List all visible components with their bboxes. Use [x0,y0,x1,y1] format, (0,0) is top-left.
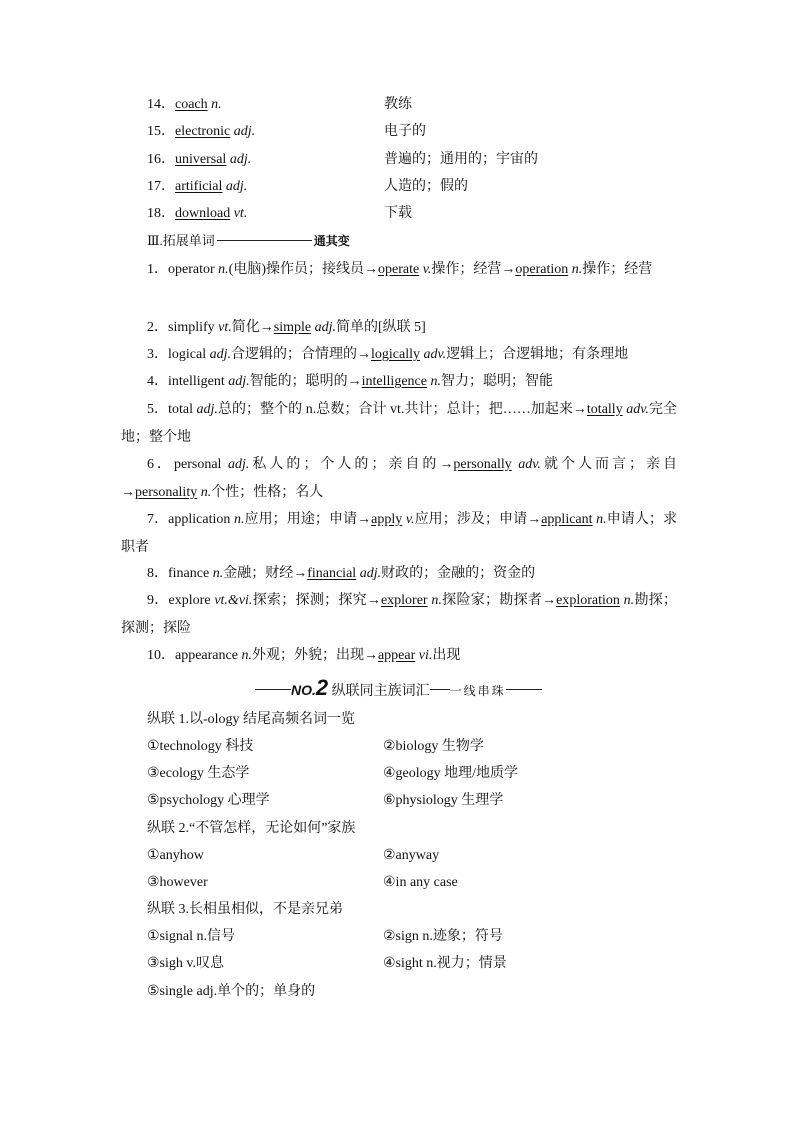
group-item: ⑤single adj.单个的；单身的 [147,984,316,999]
group-item: ①signal n.信号 [147,929,235,944]
expand-pos: n. [427,593,442,608]
expand-entry [121,256,677,284]
group-item: ③sigh v.叹息 [147,956,224,971]
expand-text: 探索；探测；探究→ [252,593,381,608]
banner-no: NO.2 [291,675,329,700]
expand-text: 1．operator [147,262,219,277]
vocab-pos: adj. [225,179,248,194]
expand-text: 简化→ [231,320,274,335]
banner-sub: 一线串珠 [449,684,506,698]
section-banner [255,676,567,700]
expand-text: 8．finance [147,566,213,581]
expand-entry [121,587,677,642]
group-title: 纵联 1.以-ology 结尾高频名词一览 [147,712,356,727]
expand-derived-word: operate [377,262,420,277]
expand-derived-word: applicant [541,512,593,527]
expand-pos: adj. [311,320,337,335]
group-item: ⑤psychology 心理学 [147,793,270,808]
expand-derived-word: exploration [556,593,620,608]
group-item: ②biology 生物学 [383,739,484,754]
banner-line [255,689,291,690]
group-item: ③however [147,875,208,890]
expand-entry [121,341,677,369]
vocab-entry: 17．artificial adj. [147,179,248,194]
vocab-entry: 14．coach n. [147,97,222,112]
expand-text: 5．total [147,402,197,417]
group-item: ④geology 地理/地质学 [383,766,519,781]
group-item: ①anyhow [147,848,204,863]
vocab-word: coach [175,97,208,112]
expand-entry [121,506,677,561]
expand-text: 6．personal [147,457,228,472]
expand-pos: adj. [209,347,231,362]
expand-pos: vt.&vi. [214,593,253,608]
section-tail: 通其变 [313,234,350,248]
expand-text: 应用；用途；申请→ [244,512,372,527]
expand-derived-word: totally [586,402,623,417]
vocab-pos: n. [211,97,222,112]
expand-pos: v. [419,262,432,277]
expand-pos: adv. [420,347,447,362]
expand-text: 财政的；金融的；资金的 [381,566,536,581]
vocab-word: download [175,206,231,221]
expand-pos: vt. [218,320,232,335]
vocab-pos: adj. [229,152,252,167]
expand-text: 逻辑上；合逻辑地；有条理地 [446,347,629,362]
section-heading [147,231,350,251]
vocab-meaning: 电子的 [384,124,426,139]
vocab-entry: 18．download vt. [147,206,248,221]
expand-pos: vi. [415,648,433,663]
expand-text: 就个人而言；亲自→ [121,457,677,500]
group-title: 纵联 3.长相虽相似，不是亲兄弟 [147,902,343,917]
expand-derived-word: financial [307,566,357,581]
section-title: Ⅲ.拓展单词 [147,233,215,248]
expand-derived-word: personality [135,484,198,500]
vocab-word: artificial [175,179,223,194]
group-item: ②anyway [383,848,440,863]
expand-pos: n. [568,262,583,277]
vocab-meaning: 普遍的；通用的；宇宙的 [384,152,538,167]
expand-text: 私人的；个人的；亲自的→ [249,457,454,472]
vocab-row [147,204,707,224]
vocab-row [147,122,707,142]
group-item: ③ecology 生态学 [147,766,250,781]
expand-text: 简单的[纵联 5] [336,320,426,335]
expand-text: 2．simplify [147,320,219,335]
group-item: ④in any case [383,875,458,890]
group-item: ④sight n.视力；情景 [383,956,507,971]
expand-derived-word: operation [515,262,569,277]
expand-text: 10．appearance [147,648,242,663]
vocab-row [147,150,707,170]
expand-derived-word: apply [371,512,403,527]
expand-entry [121,314,677,342]
group-item: ⑥physiology 生理学 [383,793,504,808]
expand-derived-word: appear [377,648,416,663]
expand-pos: adv. [622,402,649,417]
expand-pos: n. [197,484,212,500]
vocab-meaning: 人造的；假的 [384,179,468,194]
expand-entry [121,560,677,588]
expand-pos: n. [241,648,252,663]
expand-text: 合逻辑的；合情理的→ [231,347,371,362]
expand-pos: n. [212,566,224,581]
expand-text: 勘探；探测；探险 [121,593,678,636]
group-item: ①technology 科技 [147,739,254,754]
vocab-meaning: 教练 [384,97,412,112]
group-item: ②sign n.迹象；符号 [383,929,503,944]
expand-pos: n. [233,512,245,527]
expand-text: 智能的；聪明的→ [249,374,362,389]
expand-pos: adj. [228,374,250,389]
expand-entry [121,396,677,451]
expand-pos: n. [592,512,607,527]
expand-entry [121,642,677,670]
vocab-meaning: 下载 [384,206,412,221]
expand-text: 出现 [432,648,461,663]
expand-text: 操作；经营 [582,262,653,277]
expand-text: 7．application [147,512,234,527]
vocab-entry: 15．electronic adj. [147,124,256,139]
expand-text: 9．explore [147,593,215,608]
expand-pos: v. [402,512,415,527]
vocab-entry: 16．universal adj. [147,152,252,167]
expand-text: 外观；外貌；出现→ [251,648,378,663]
expand-text: 总的；整个的 n.总数；合计 vt.共计；总计；把……加起来→ [217,402,587,417]
expand-pos: adj. [196,402,218,417]
vocab-pos: vt. [233,206,248,221]
expand-pos: n. [426,374,441,389]
expand-text: 操作；经营→ [431,262,516,277]
expand-pos: adj. [227,457,250,472]
expand-text: 智力；聪明；智能 [440,374,553,389]
expand-entry [121,368,677,396]
expand-pos: adv. [511,457,541,472]
expand-pos: n. [218,262,229,277]
expand-pos: n. [619,593,635,608]
section-divider [217,240,312,241]
expand-text: (电脑)操作员；接线员→ [228,262,378,277]
vocab-word: electronic [175,124,231,139]
banner-line [506,689,542,690]
expand-text: 4．intelligent [147,374,229,389]
vocab-row [147,95,707,115]
expand-derived-word: simple [273,320,312,335]
banner-title: 纵联同主族词汇 [331,684,430,699]
expand-text: 完全地；整个地 [121,402,678,445]
expand-text: 探险家；勘探者→ [441,593,557,608]
expand-text: 金融；财经→ [223,566,308,581]
vocab-row [147,177,707,197]
vocab-word: universal [175,152,227,167]
expand-derived-word: intelligence [361,374,427,389]
expand-text: 申请人；求职者 [121,512,677,555]
expand-text: 应用；涉及；申请→ [414,512,542,527]
expand-text: 3．logical [147,347,210,362]
expand-derived-word: personally [453,457,512,472]
expand-derived-word: explorer [380,593,428,608]
vocab-pos: adj. [233,124,256,139]
expand-derived-word: logically [371,347,420,362]
banner-line [430,689,450,690]
expand-text: 个性；性格；名人 [211,484,324,500]
expand-pos: adj. [356,566,382,581]
group-title: 纵联 2.“不管怎样，无论如何”家族 [147,821,356,836]
expand-entry [121,451,677,506]
